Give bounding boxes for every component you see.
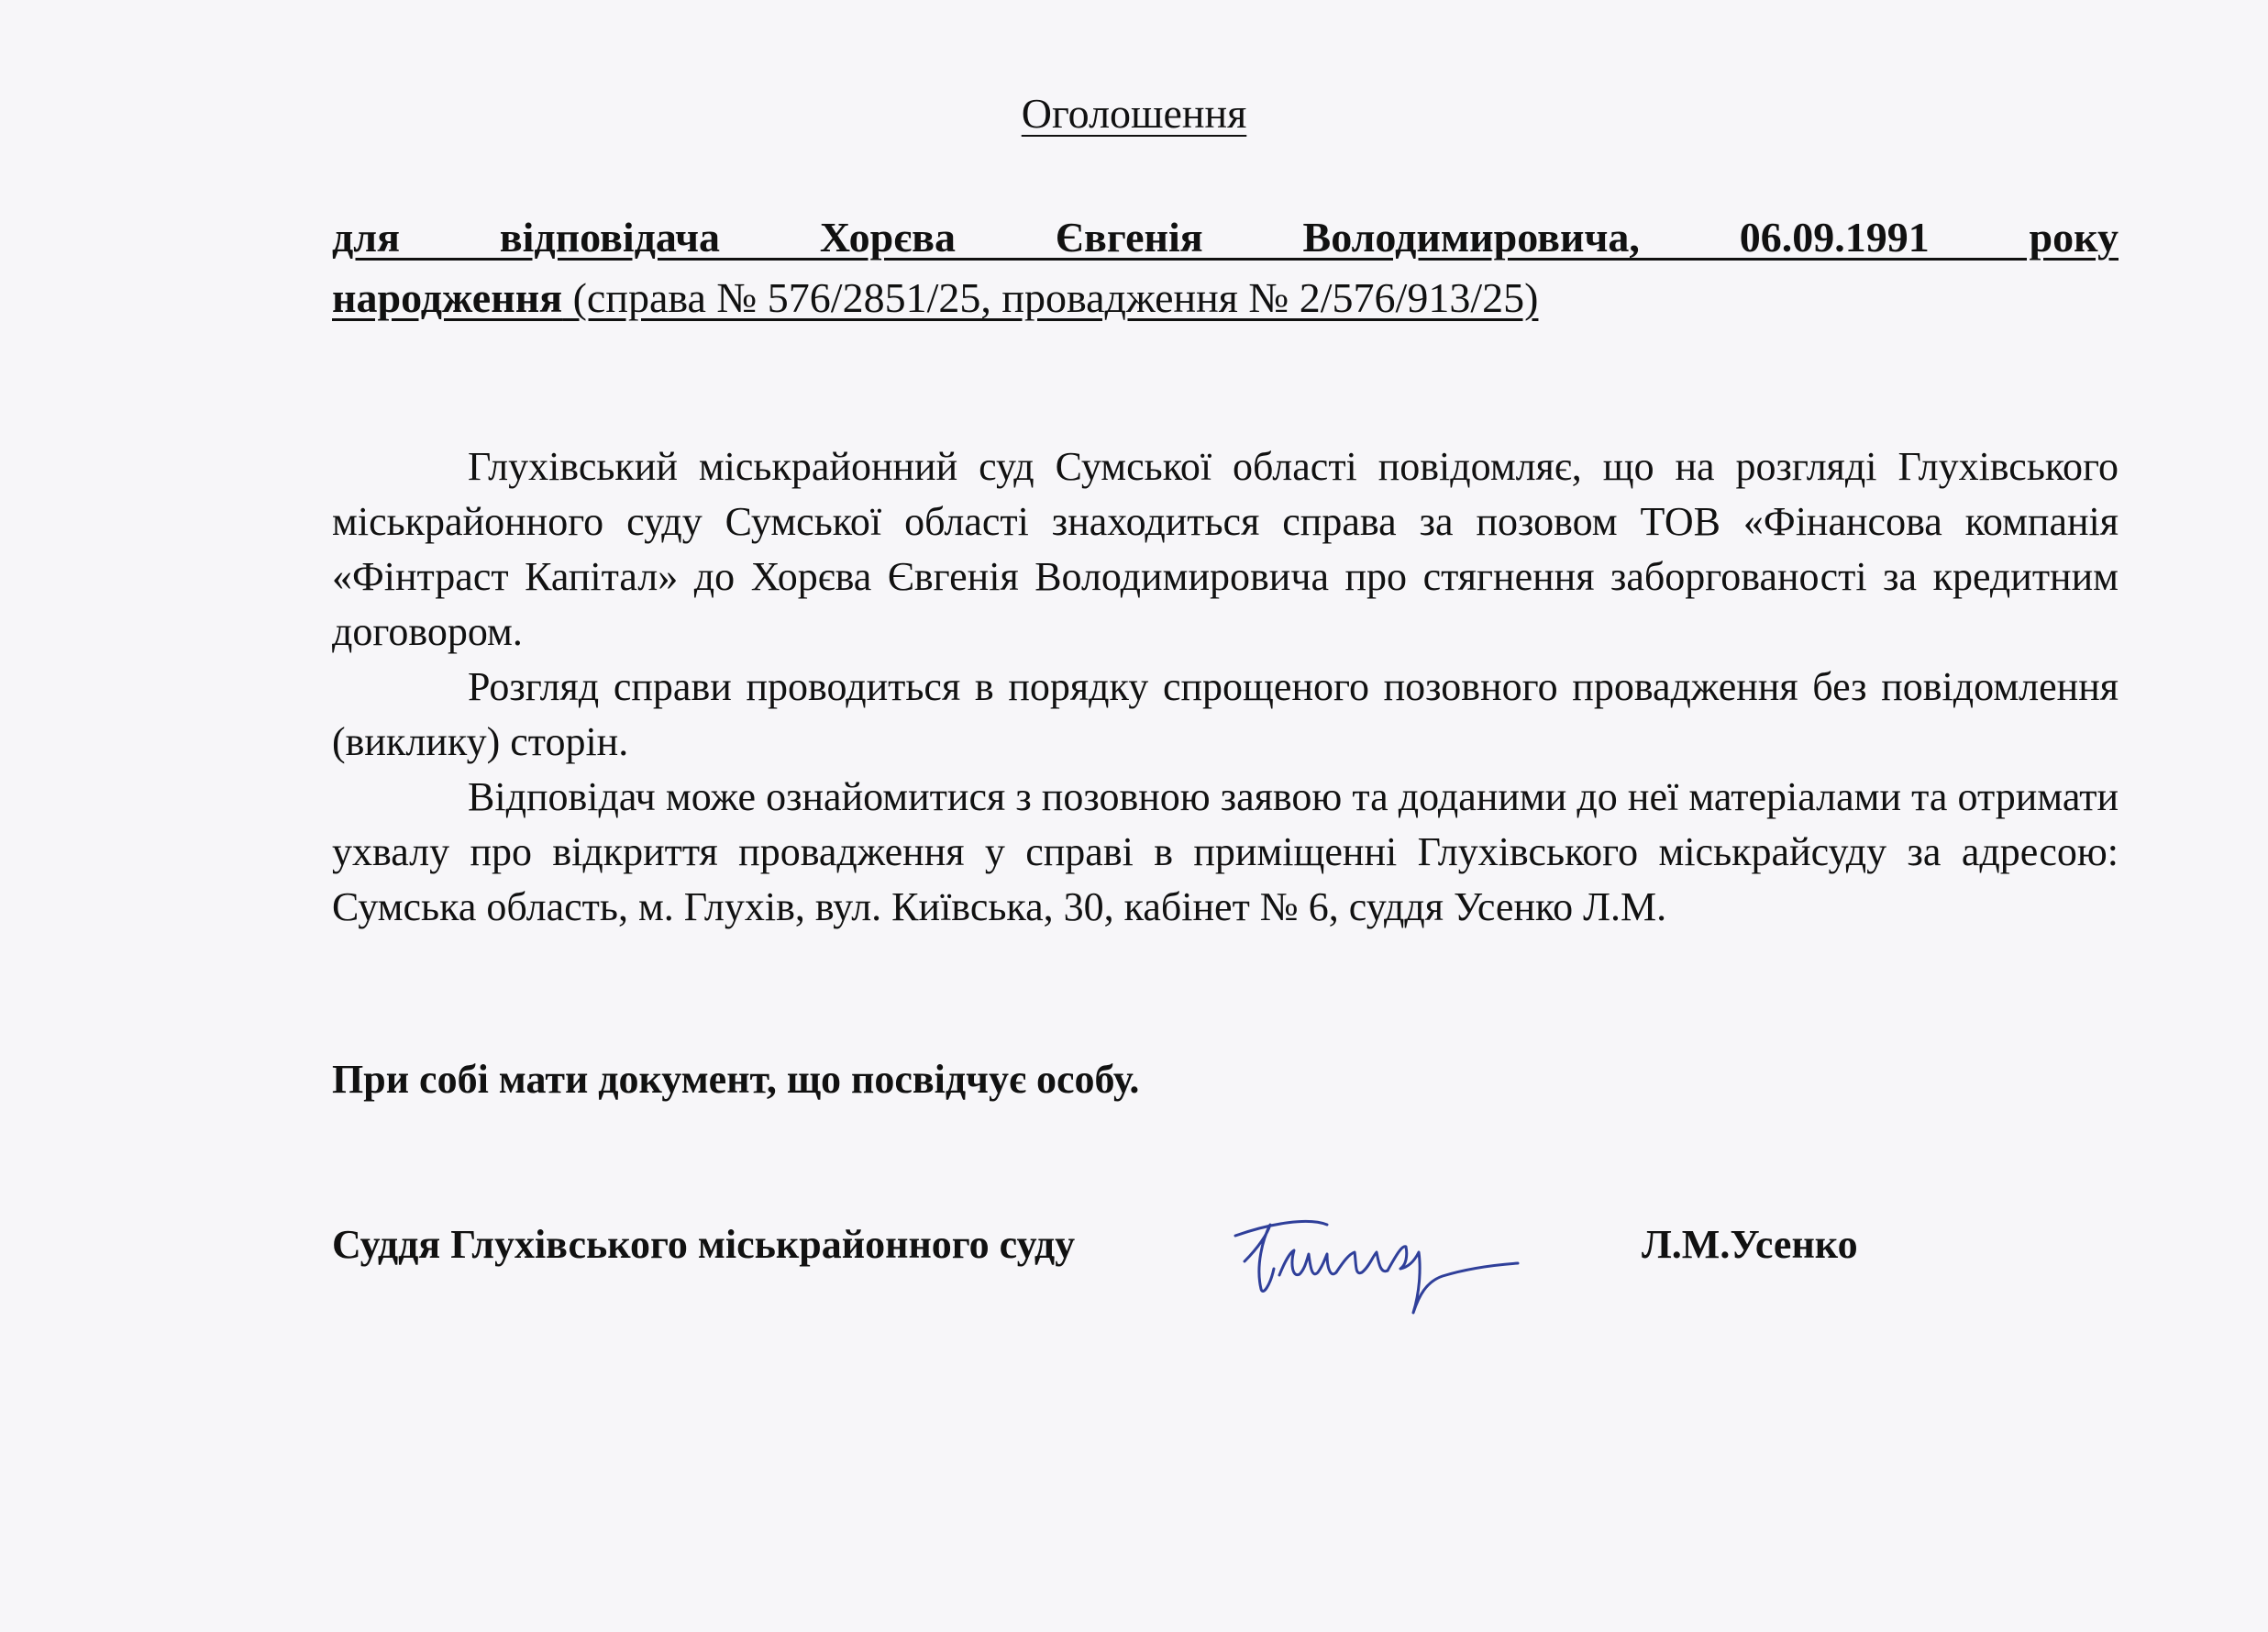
subject-line-1: для відповідача Хорєва Євгенія Володимировича, 06.09.1991 року <box>332 214 2119 261</box>
judge-name: Л.М.Усенко <box>1642 1222 1858 1267</box>
document-title: Оголошення <box>1021 90 1247 137</box>
paragraph-lawsuit: Глухівський міськрайонний суд Сумської області повідомляє, що на розгляді Глухівського міськрайонного суду Сумської області знаходиться справа за позовом ТОВ «Фінансова компанія «Фінтраст Капітал» до Хорєва Євгенія Володимировича про стягнення заборгованості за кредитним договором. <box>332 444 2119 654</box>
subject-line-2 <box>332 268 2119 328</box>
paragraph-access: Відповідач може ознайомитися з позовною заявою та доданими до неї матеріалами та отримати ухвалу про відкриття провадження у справі в приміщенні Глухівського міськрайсуду за адресою: Сумська область, м. Глухів, вул. Київська, 30, кабінет № 6, суддя Усенко Л.М. <box>332 774 2119 929</box>
subject-line-2-bold: народження <box>332 274 563 321</box>
subject-heading <box>332 207 2119 328</box>
subject-line-2-case: (справа № 576/2851/25, провадження № 2/576/913/25) <box>562 274 1539 321</box>
paragraph-procedure: Розгляд справи проводиться в порядку спрощеного позовного провадження без повідомлення (виклику) сторін. <box>332 664 2119 764</box>
judge-position: Суддя Глухівського міськрайонного суду <box>332 1222 1076 1267</box>
handwritten-signature <box>1226 1197 1556 1326</box>
announcement-body <box>332 439 2119 935</box>
id-notice: При собі мати документ, що посвідчує особу. <box>332 1057 1140 1102</box>
signature-block <box>332 1217 2119 1327</box>
